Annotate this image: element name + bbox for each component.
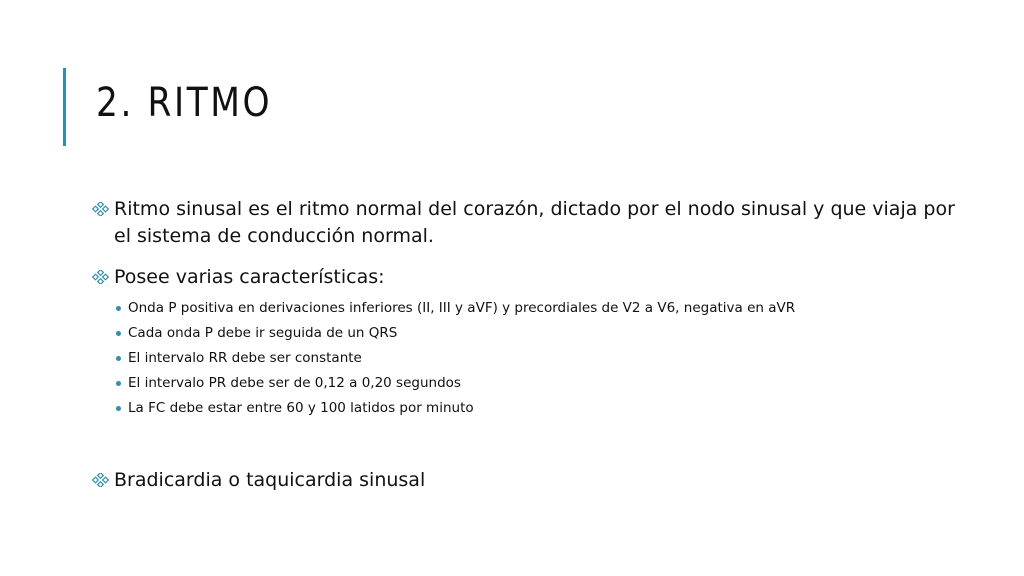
characteristics-list [90,296,970,421]
slide-title: 2. RITMO [96,80,273,126]
list-item [114,346,970,371]
bullet-text: Bradicardia o taquicardia sinusal [114,469,426,491]
title-accent-bar [63,68,66,146]
dot-bullet-icon [116,331,121,336]
list-item-text: El intervalo RR debe ser constante [128,350,362,366]
dot-bullet-icon [116,356,121,361]
bullet-caracteristicas [90,264,970,291]
list-item-text: Onda P positiva en derivaciones inferiores (II, III y aVF) y precordiales de V2 a V6, negativa en aVR [128,300,796,316]
dot-bullet-icon [116,306,121,311]
diamond-bullet-icon [92,202,110,216]
diamond-bullet-icon [92,270,110,284]
list-item [114,371,970,396]
list-item [114,296,970,321]
list-item-text: La FC debe estar entre 60 y 100 latidos por minuto [128,400,474,416]
slide-body [90,196,970,494]
list-item [114,396,970,421]
bullet-bradicardia [90,467,970,494]
list-item-text: El intervalo PR debe ser de 0,12 a 0,20 segundos [128,375,461,391]
list-item [114,321,970,346]
diamond-bullet-icon [92,473,110,487]
list-item-text: Cada onda P debe ir seguida de un QRS [128,325,398,341]
bullet-ritmo-sinusal [90,196,970,250]
bullet-text: Ritmo sinusal es el ritmo normal del corazón, dictado por el nodo sinusal y que viaja por el sistema de conducción normal. [114,198,955,247]
dot-bullet-icon [116,406,121,411]
dot-bullet-icon [116,381,121,386]
bullet-text: Posee varias características: [114,266,385,288]
